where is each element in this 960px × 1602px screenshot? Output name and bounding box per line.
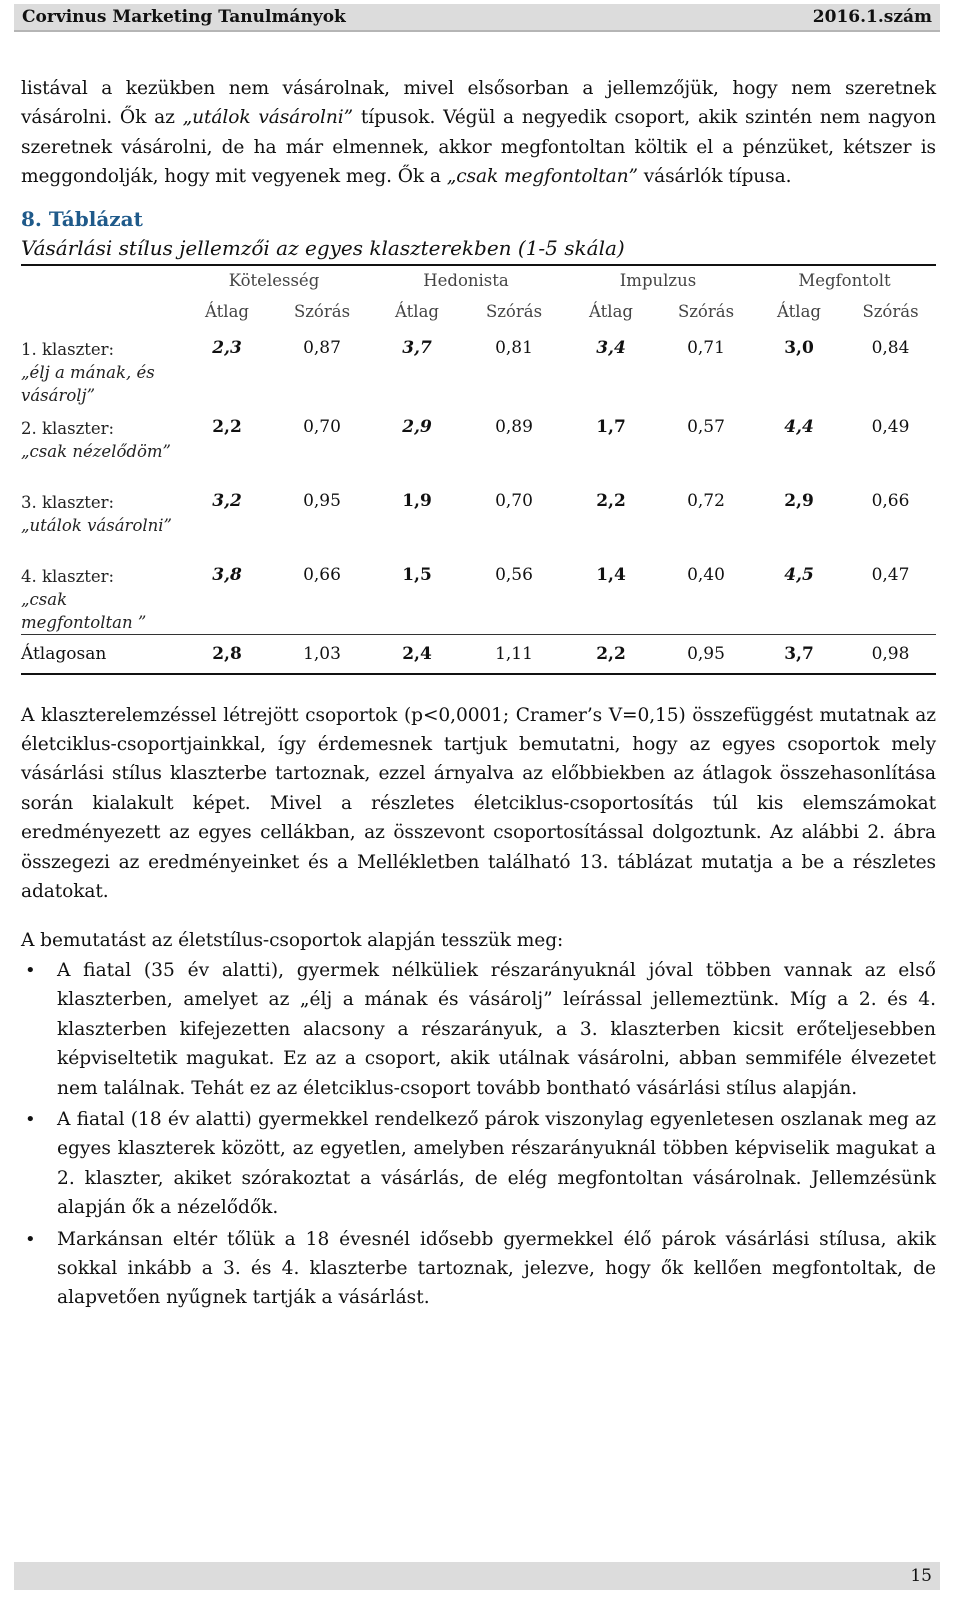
page-content <box>21 74 936 1315</box>
sub-header-row <box>21 296 936 328</box>
table-cell: 3,8 <box>212 564 242 585</box>
table-cell: 2,3 <box>212 337 242 358</box>
sub-header: Átlag <box>395 302 439 322</box>
table-cell: 0,56 <box>495 564 533 585</box>
table-cell: 3,0 <box>784 337 814 358</box>
cluster-name: „csak nézelődöm” <box>21 441 171 461</box>
table-cell: 0,72 <box>687 490 725 511</box>
table-cell: 0,84 <box>871 337 910 358</box>
intro-paragraph <box>21 74 936 192</box>
table-cell: 1,4 <box>596 564 626 585</box>
group-header-row <box>21 266 936 296</box>
table-cell: 2,2 <box>212 416 242 437</box>
table-cell: 0,95 <box>659 634 753 674</box>
table-cell: 1,03 <box>275 634 369 674</box>
table-cell: 2,2 <box>596 490 626 511</box>
table-cell: 0,49 <box>871 416 910 437</box>
group-header: Impulzus <box>619 271 697 291</box>
table-cell: 2,8 <box>179 634 275 674</box>
bullet-icon: • <box>25 1228 36 1250</box>
cluster-table <box>21 266 936 675</box>
table-cell: 0,66 <box>871 490 910 511</box>
bullet-list <box>21 956 936 1313</box>
bullet-icon: • <box>25 1108 36 1130</box>
table-cell: 1,7 <box>596 416 626 437</box>
row-label <box>21 407 179 481</box>
table-cell: 3,7 <box>753 634 845 674</box>
sub-header: Szórás <box>677 302 735 322</box>
table-cell: 3,4 <box>596 337 626 358</box>
table-cell: 2,9 <box>784 490 814 511</box>
table-cell: 0,70 <box>303 416 341 437</box>
sub-header: Szórás <box>293 302 351 322</box>
row-label <box>21 328 179 407</box>
average-row <box>21 634 936 674</box>
cluster-name: „csak megfontoltan ” <box>21 589 147 632</box>
table-cell: 0,47 <box>871 564 910 585</box>
table-cell: 0,98 <box>845 634 936 674</box>
table-cell: 4,4 <box>784 416 814 437</box>
sub-header: Szórás <box>485 302 543 322</box>
table-cell: 1,9 <box>402 490 432 511</box>
table-subtitle: Vásárlási stílus jellemzői az egyes klaszterekben (1-5 skála) <box>21 235 625 260</box>
sub-header: Átlag <box>777 302 821 322</box>
table-cell: 3,7 <box>402 337 432 358</box>
spacer <box>21 675 936 695</box>
sub-header: Átlag <box>205 302 249 322</box>
cluster-number: 4. klaszter: <box>21 566 115 586</box>
intro-emphasis-1: „utálok vásárolni” <box>182 107 354 129</box>
table-cell: 2,4 <box>369 634 465 674</box>
table-cell: 0,70 <box>495 490 533 511</box>
sub-header: Átlag <box>589 302 633 322</box>
spacer <box>21 906 936 926</box>
table-cell: 4,5 <box>784 564 814 585</box>
page-footer <box>14 1562 940 1590</box>
table-row <box>21 481 936 555</box>
table-cell: 0,95 <box>303 490 341 511</box>
group-header: Hedonista <box>423 271 509 291</box>
intro-text-b: típusok. Végül a negyedik csoport, akik szintén nem nagyon szeretnek vásárolni, de ha már elmennek, akkor megfontoltan költik el a pénzüket, kétszer is meggondolják, hogy mit vegyenek meg. Ők a <box>21 107 937 188</box>
header-empty-cell <box>21 266 179 296</box>
list-item <box>21 1105 936 1223</box>
table-cell: 0,81 <box>495 337 533 358</box>
table-row <box>21 328 936 407</box>
cluster-name: „élj a mának, és vásárolj” <box>21 362 155 405</box>
cluster-number: 2. klaszter: <box>21 418 115 438</box>
intro-text-c: vásárlók típusa. <box>637 166 792 188</box>
intro-emphasis-2: „csak megfontoltan” <box>446 166 638 188</box>
body-paragraph: A klaszterelemzéssel létrejött csoportok (p<0,0001; Cramer’s V=0,15) összefüggést mutatnak az életciklus-csoportjainkkal, így érdemesnek tartjuk bemutatni, hogy az egyes csoportok mely vásárlási stílus klaszterbe tartoznak, ezzel árnyalva az előbbiekben az átlagok összehasonlítása során kialakult képet. Mivel a részletes életciklus-csoportosítás túl kis elemszámokat eredményezett az egyes cellákban, az összevont csoportosítással dolgoztunk. Az alábbi 2. ábra összegezi az eredményeinket és a Mellékletben található 13. táblázat mutatja a be a részletes adatokat. <box>21 704 936 903</box>
table-cell: 0,89 <box>495 416 533 437</box>
page-number: 15 <box>910 1566 932 1586</box>
cluster-name: „utálok vásárolni” <box>21 515 172 535</box>
table-cell: 3,2 <box>212 490 242 511</box>
table-cell: 0,71 <box>687 337 725 358</box>
intro-text-a: listával a kezükben nem vásárolnak, mivel elsősorban a jellemzőjük, hogy nem szeretnek vásárolni. Ők az <box>21 78 936 129</box>
list-intro: A bemutatást az életstílus-csoportok alapján tesszük meg: <box>21 930 564 952</box>
journal-title: Corvinus Marketing Tanulmányok <box>22 7 346 27</box>
page-header <box>14 4 940 32</box>
list-item-text: Markánsan eltér tőlük a 18 évesnél idősebb gyermekkel élő párok vásárlási stílusa, akik sokkal inkább a 3. és 4. klaszterbe tartoznak, jelezve, hogy ők kellően megfontoltak, de alapvetően nyűgnek tartják a vásárlást. <box>57 1228 936 1309</box>
table-cell: 0,66 <box>303 564 341 585</box>
table-cell: 0,57 <box>687 416 725 437</box>
table-row <box>21 407 936 481</box>
issue-label: 2016.1.szám <box>812 7 932 27</box>
row-label <box>21 481 179 555</box>
group-header: Megfontolt <box>798 271 891 291</box>
table-cell: 1,5 <box>402 564 432 585</box>
row-label <box>21 555 179 635</box>
list-item-text: A fiatal (18 év alatti) gyermekkel rendelkező párok viszonylag egyenletesen oszlanak meg az egyes klaszterek között, az egyetlen, amelyben részarányuknál többen képviselik magukat a 2. klaszter, akiket szórakoztat a vásárlás, de elég megfontoltan vásárolnak. Jellemzésünk alapján ők a nézelődők. <box>57 1108 936 1219</box>
list-item <box>21 956 936 1103</box>
header-empty-cell <box>21 296 179 328</box>
table-cell: 0,40 <box>687 564 725 585</box>
group-header: Kötelesség <box>228 271 320 291</box>
cluster-number: 1. klaszter: <box>21 339 115 359</box>
table-cell: 0,87 <box>303 337 341 358</box>
list-item-text: A fiatal (35 év alatti), gyermek nélküliek részarányuknál jóval többen vannak az első klaszterben, amelyet az „élj a mának és vásárolj” leírással jellemeztünk. Míg a 2. és 4. klaszterben kifejezetten alacsony a részarányuk, a 3. klaszterben kicsit erőteljesebben képviseltetik magukat. Ez az a csoport, akik utálnak vásárolni, abban semmiféle élvezetet nem találnak. Tehát ez az életciklus-csoport tovább bontható vásárlási stílus alapján. <box>57 959 936 1099</box>
table-cell: 2,9 <box>402 416 432 437</box>
average-label: Átlagosan <box>21 634 179 674</box>
table-cell: 2,2 <box>563 634 659 674</box>
list-item <box>21 1225 936 1313</box>
cluster-number: 3. klaszter: <box>21 492 115 512</box>
table-cell: 1,11 <box>465 634 563 674</box>
sub-header: Szórás <box>862 302 919 322</box>
table-row <box>21 555 936 635</box>
table-title: 8. Táblázat <box>21 206 143 231</box>
bullet-icon: • <box>25 959 36 981</box>
